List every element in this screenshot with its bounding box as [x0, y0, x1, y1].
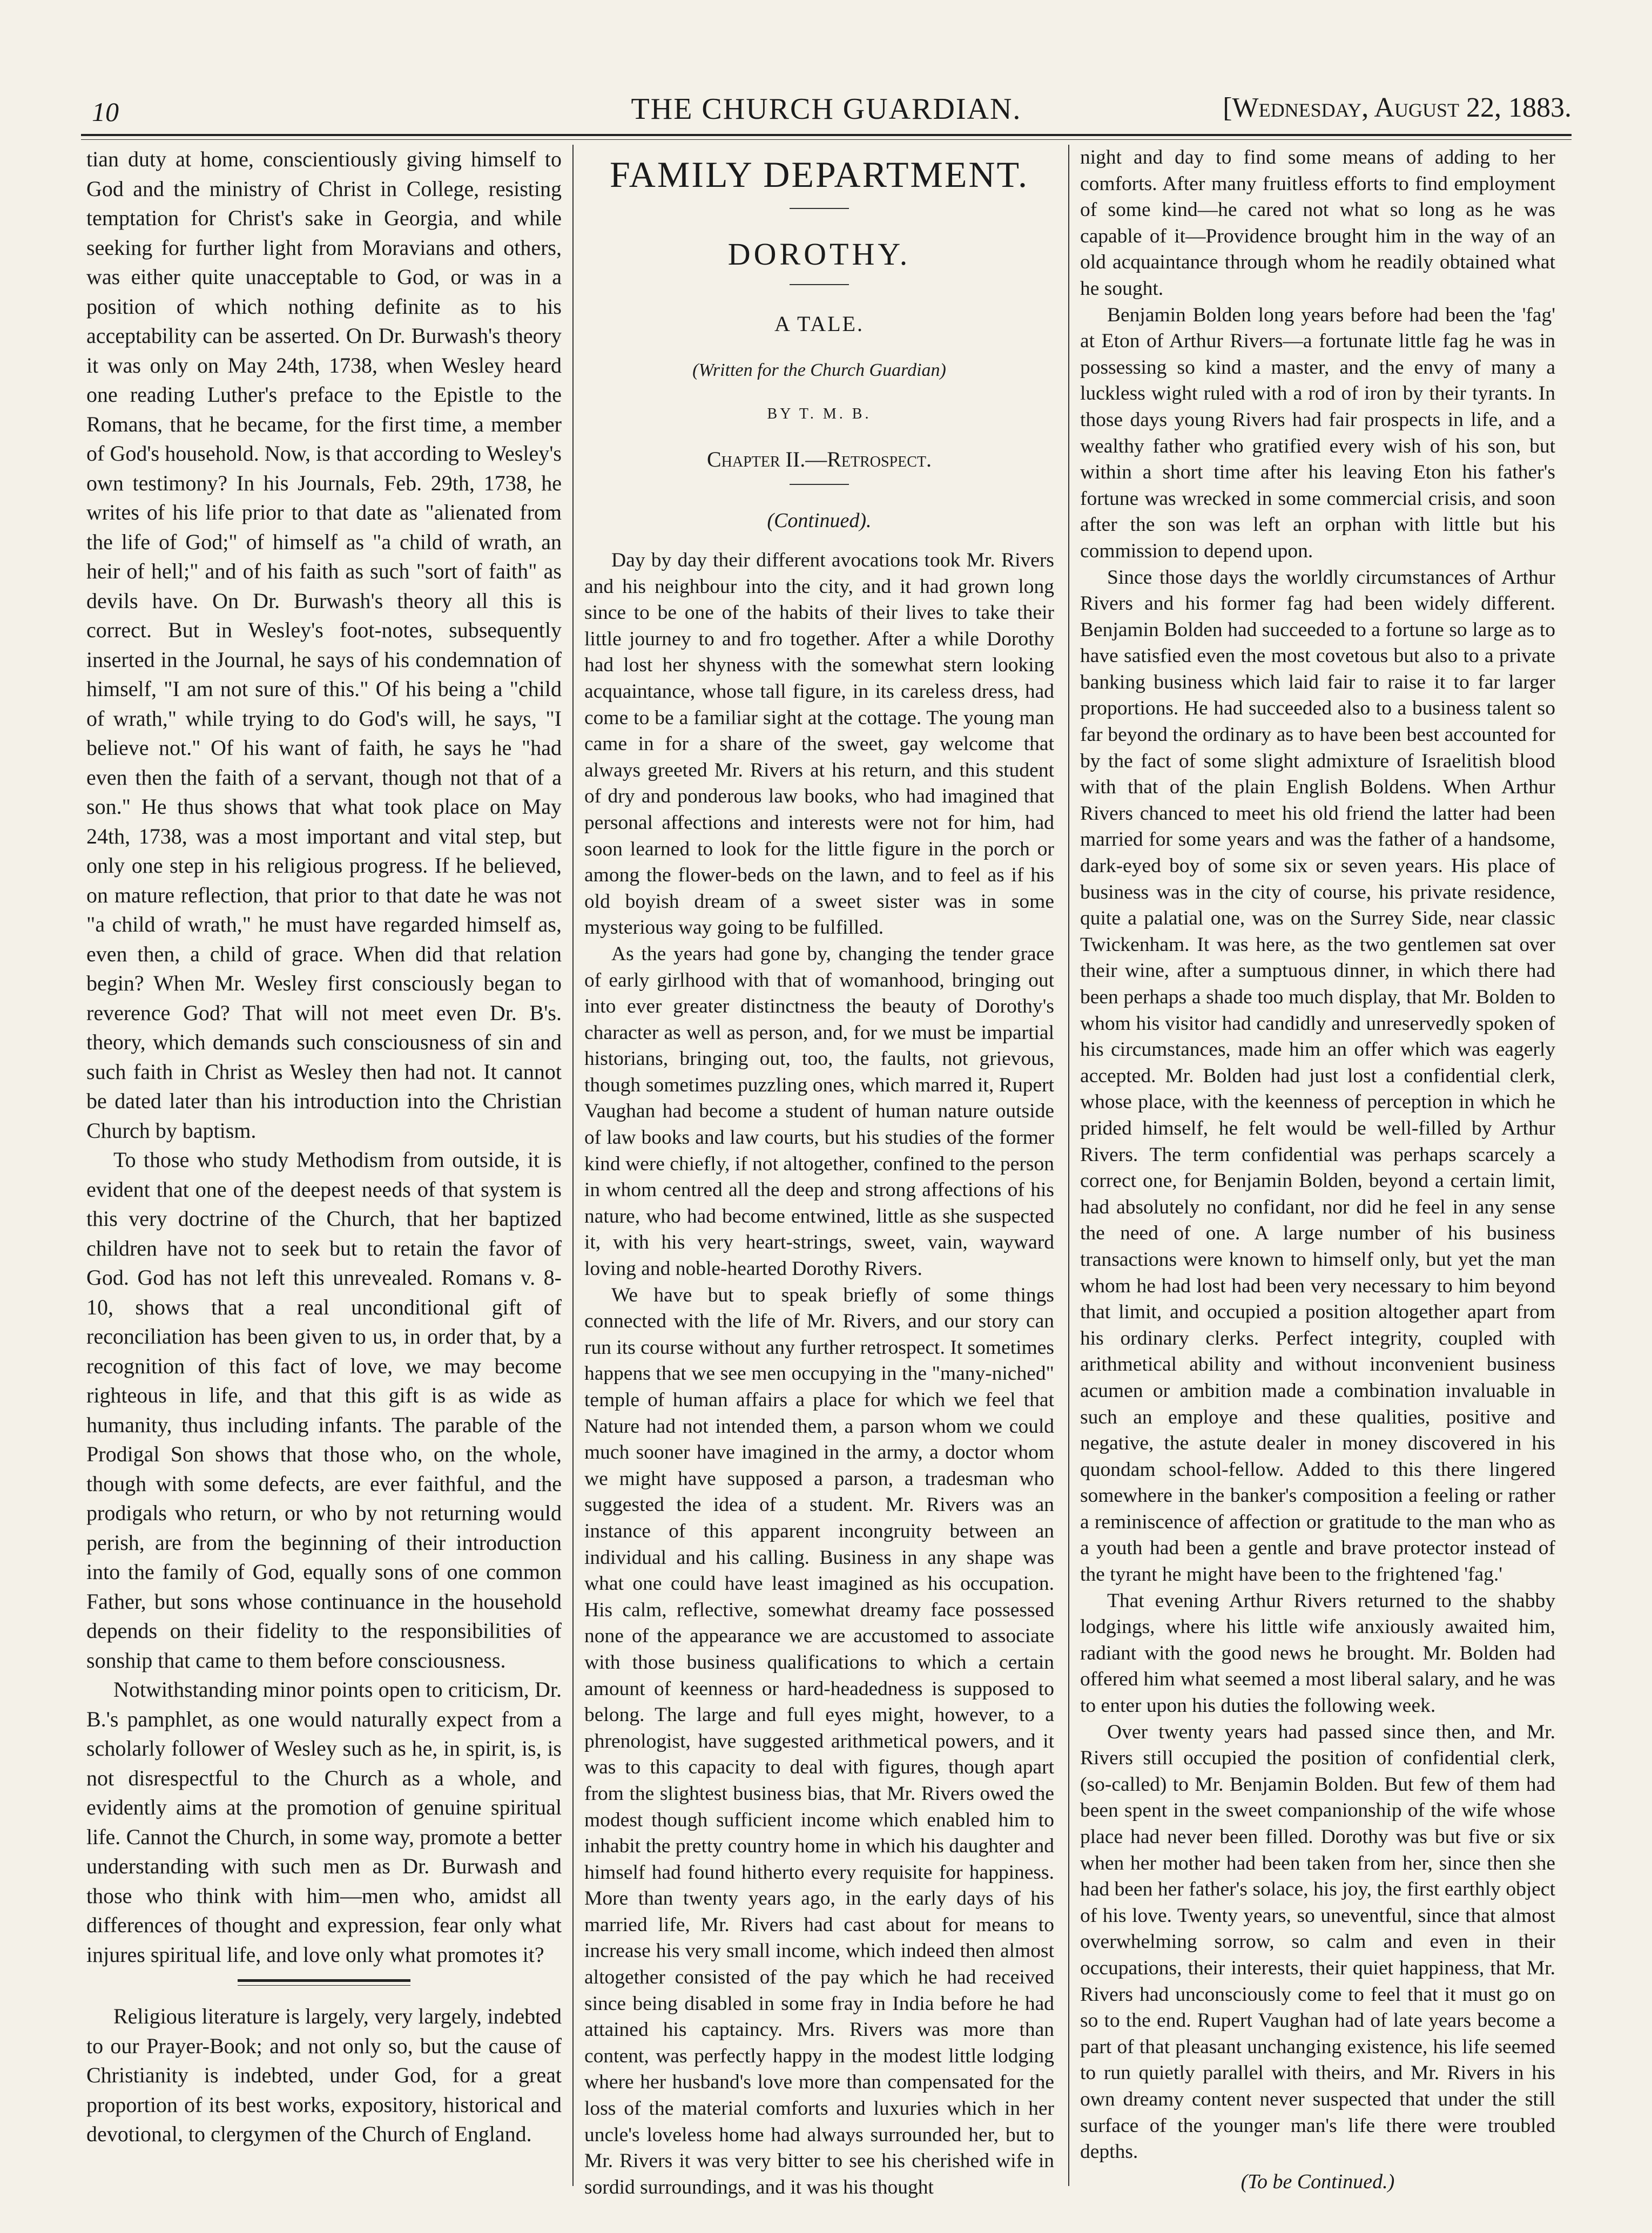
page-number: 10 — [92, 97, 119, 127]
to-be-continued: (To be Continued.) — [1240, 2170, 1395, 2193]
story-title: DOROTHY. — [727, 237, 911, 272]
heading-rule — [790, 284, 849, 285]
chapter-heading: Chapter II.—Retrospect. — [706, 447, 932, 471]
heading-rule — [790, 208, 849, 209]
paragraph: That evening Arthur Rivers returned to the shabby lodgings, where his little wife anxiously awaited him, radiant with the good news he brought. Mr. Bolden had offered him what seemed a most liberal salary, and he was to enter upon his duties the following week. — [1080, 1589, 1555, 1717]
story-body — [584, 548, 1054, 2201]
paragraph: Over twenty years had passed since then, and Mr. Rivers still occupied the position of confidential clerk, (so-called) to Mr. Benjamin Bolden. But few of them had been spent in the sweet companionship of the wife whose place had never been filled. Dorothy was but five or six when her mother had been taken from her, since then she had been her father's solace, his joy, the first earthly object of his love. Twenty years, so uneventful, since that almost overwhelming sorrow, so calm and even in their occupations, their interests, their quiet happiness, that Mr. Rivers had unconsciously come to feel that it must go on so to the end. Rupert Vaughan had of late years become a part of that pleasant unchanging existence, his life seemed to run quietly parallel with theirs, and Mr. Rivers in his own dreamy content never suspected that under the still surface of the younger man's life there were troubled depths. — [1080, 1721, 1555, 2163]
paragraph: As the years had gone by, changing the tender grace of early girlhood with that of womanhood, bringing out into ever greater distinctness the beauty of Dorothy's character as well as person, and, for we must be impartial historians, bringing out, too, the faults, not grievous, though sometimes puzzling ones, which marred it, Rupert Vaughan had become a student of human nature outside of law books and law courts, but his studies of the former kind were chiefly, if not altogether, confined to the person in whom centred all the deep and strong affections of his nature, who had become entwined, little as she suspected it, with his very heart-strings, sweet, vain, wayward loving and noble-hearted Dorothy Rivers. — [584, 942, 1054, 1280]
story-body-continued — [1080, 145, 1555, 2165]
story-subtitle: A TALE. — [774, 312, 864, 336]
paragraph: Notwithstanding minor points open to criticism, Dr. B.'s pamphlet, as one would naturally expect from a scholarly follower of Wesley such as he, in spirit, is, is not disrespectful to the Church as a whole, and evidently aims at the promotion of genuine spiritual life. Cannot the Church, in some way, promote a better understanding with such men as Dr. Burwash and those who think with him—men who, amidst all differences of thought and expression, fear only what injures spiritual life, and love only what promotes it? — [86, 1677, 562, 1967]
heading-rule — [790, 484, 849, 485]
column-divider — [1068, 145, 1069, 2186]
paragraph: Benjamin Bolden long years before had been the 'fag' at Eton of Arthur Rivers—a fortunate little fag he was in possessing so kind a master, and the envy of many a luckless wight ruled with a rod of iron by their tyrants. In those days young Rivers had fair prospects in life, and a wealthy father who gratified every wish of his son, but within a short time after his leaving Eton his father's fortune was wrecked in some commercial crisis, and soon after the son was left an orphan with little but his commission to depend upon. — [1080, 303, 1555, 562]
header-rule-thin — [81, 139, 1572, 140]
paragraph: night and day to find some means of adding to her comforts. After many fruitless efforts to find employment of some kind—he cared not what so long as he was capable of it—Providence brought him in the way of an old acquaintance through whom he readily obtained what he sought. — [1080, 146, 1555, 300]
paragraph: tian duty at home, conscientiously giving himself to God and the ministry of Christ in College, resisting temptation for Christ's sake in Georgia, and while seeking for further light from Moravians and others, was either quite unacceptable to God, or was in a position of which nothing definite as to his acceptability can be asserted. On Dr. Burwash's theory it was only on May 24th, 1738, when Wesley heard one reading Luther's preface to the Epistle to the Romans, that he became, for the first time, a member of God's household. Now, is that according to Wesley's own testimony? In his Journals, Feb. 29th, 1738, he writes of his life prior to that date as "alienated from the life of God;" of himself as "a child of wrath, an heir of hell;" and of his faith as such "sort of faith" as devils have. On Dr. Burwash's theory all this is correct. But in Wesley's foot-notes, subsequently inserted in the Journal, he says of his condemnation of himself, "I am not sure of this." Of his being a "child of wrath," while trying to do God's will, he says, "I believe not." Of his want of faith, he says he "had even then the faith of a servant, though not that of a son." He thus shows that what took place on May 24th, 1738, was a most important and vital step, but only one step in his religious progress. If he believed, on mature reflection, that prior to that date he was not "a child of wrath," he must have regarded himself as, even then, a child of grace. When did that relation begin? When Mr. Wesley first consciously began to reverence God? That will not meet even Dr. B's. theory, which demands such consciousness of sin and such faith in Christ as Wesley then had not. It cannot be dated later than his introduction into the Christian Church by baptism. — [86, 147, 562, 1143]
paragraph: To those who study Methodism from outside, it is evident that one of the deepest needs of that system is this very doctrine of the Church, that her baptized children have not to seek but to retain the favor of God. God has not left this unrevealed. Romans v. 8-10, shows that a real unconditional gift of reconciliation has been given to us, in order that, by a recognition of this fact of love, we may become righteous in life, and that this gift is as wide as humanity, thus including infants. The parable of the Prodigal Son shows that those who, on the whole, though with some defects, are ever faithful, and the prodigals who return, or who by not returning would perish, are from the beginning of their introduction into the family of God, equally sons of one common Father, but sons whose continuance in the household depends on their fidelity to the responsibilities of sonship that came to them before consciousness. — [86, 1148, 562, 1672]
section-rule — [238, 1979, 410, 1982]
column-3 — [1080, 145, 1555, 2213]
byline: BY T. M. B. — [767, 406, 872, 422]
newspaper-title: THE CHURCH GUARDIAN. — [631, 92, 1022, 126]
written-for-note: (Written for the Church Guardian) — [692, 360, 946, 380]
paragraph: Day by day their different avocations took Mr. Rivers and his neighbour into the city, and it had grown long since to be one of the habits of their lives to take their little journey to and fro together. After a while Dorothy had lost her shyness with the somewhat stern looking acquaintance, whose tall figure, in its careless dress, had come to be a familiar sight at the cottage. The young man came in for a share of the sweet, gay welcome that always greeted Mr. Rivers at his return, and this student of dry and ponderous law books, who had imagined that personal affections and interests were not for him, had soon learned to look for the little figure in the porch or among the flower-beds on the lawn, and to feel as if his old boyish dream of a sweet sister was in some mysterious way going to be fulfilled. — [584, 549, 1054, 939]
notice-block — [86, 2002, 562, 2149]
column-divider — [572, 145, 574, 2186]
paragraph: We have but to speak briefly of some things connected with the life of Mr. Rivers, and our story can run its course without any further retrospect. It sometimes happens that we see men occupying in the "many-niched" temple of human affairs a place for which we feel that Nature had not intended them, a parson whom we could much sooner have imagined in the army, a doctor whom we might have supposed a parson, a tradesman who suggested the idea of a student. Mr. Rivers was an instance of this apparent incongruity between an individual and his calling. Business in any shape was what one could have least imagined as his occupation. His calm, reflective, somewhat dreamy face possessed none of the appearance we are accustomed to associate with those business qualifications to which a certain amount of keenness or hard-headedness is supposed to belong. The large and full eyes might, however, to a phrenologist, have suggested arithmetical powers, and it was to this capacity to deal with figures, though apart from the slightest business bias, that Mr. Rivers owed the modest though sufficient income which enabled him to inhabit the pretty country home in which his daughter and himself had found hitherto every requisite for happiness. More than twenty years ago, in the early days of his married life, Mr. Rivers had cast about for means to increase his very small income, which indeed then almost altogether consisted of the pay which he had received since being disabled in some fray in India before he had attained his captaincy. Mrs. Rivers was more than content, was perfectly happy in the modest little lodging where her husband's love more than compensated for the loss of the material comforts and luxuries which in her uncle's loveless home had always surrounded her, but to Mr. Rivers it was very bitter to see his cherished wife in sordid surroundings, and it was his thought — [584, 1284, 1054, 2198]
column-2 — [584, 145, 1054, 2213]
department-heading: FAMILY DEPARTMENT. — [609, 154, 1029, 195]
notice-paragraph: Religious literature is largely, very largely, indebted to our Prayer-Book; and not only so, but the cause of Christianity is indebted, under God, for a great proportion of its best works, expository, historical and devotional, to clergymen of the Church of England. — [86, 2004, 562, 2146]
column-1 — [86, 145, 562, 2213]
continued-note: (Continued). — [767, 509, 872, 532]
page-header — [81, 86, 1572, 130]
section-rule-thin — [238, 1985, 410, 1986]
issue-date: [Wednesday, August 22, 1883. — [1223, 92, 1572, 123]
paragraph: Since those days the worldly circumstances of Arthur Rivers and his former fag had been widely different. Benjamin Bolden had succeeded to a fortune so large as to have satisfied even the most covetous but also to a private banking business which laid fair to raise it to far larger proportions. He had succeeded also to a business talent so far beyond the ordinary as to have been best accounted for by the fact of some slight admixture of Israelitish blood with that of the plain English Boldens. When Arthur Rivers chanced to meet his old friend the latter had been married for some years and was the father of a handsome, dark-eyed boy of some six or seven years. His place of business was in the city of course, his private residence, quite a palatial one, was on the Surrey Side, near classic Twickenham. It was here, as the two gentlemen sat over their wine, after a sumptuous dinner, in which there had been perhaps a shade too much display, that Mr. Bolden to whom his visitor had candidly and unreservedly spoken of his circumstances, made him an offer which was eagerly accepted. Mr. Bolden had just lost a confidential clerk, whose place, with the keenness of perception in which he prided himself, he felt would be well-filled by Arthur Rivers. The term confidential was perhaps scarcely a correct one, for Benjamin Bolden, beyond a certain limit, had absolutely no confidant, nor did he feel in any sense the need of one. A large number of his business transactions were known to himself only, but yet the man whom he had lost had been very necessary to him beyond that limit, and occupied a position altogether apart from his ordinary clerks. Perfect integrity, coupled with arithmetical ability and without inconvenient business acumen or ambition made a combination invaluable in such an employe and these qualities, positive and negative, the astute dealer in money discovered in his quondam school-fellow. Added to this there lingered somewhere in the banker's composition a feeling or rather a reminiscence of affection or gratitude to the man who as a youth had been a gentle and brave protector instead of the tyrant he might have been to the frightened 'fag.' — [1080, 566, 1555, 1586]
article-body — [86, 145, 562, 1969]
header-rule — [81, 134, 1572, 136]
